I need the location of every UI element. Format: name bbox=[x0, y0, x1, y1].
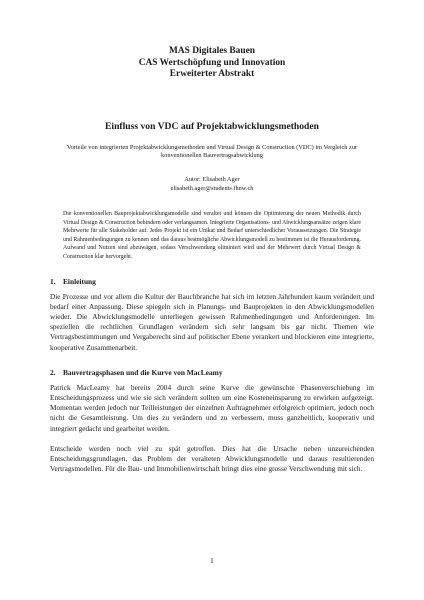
section-title: Einleitung bbox=[63, 276, 96, 286]
page-number: 1 bbox=[210, 556, 214, 565]
section-title: Bauvertragsphasen und die Kurve von MacLeamy bbox=[63, 367, 223, 377]
paragraph: Patrick MacLeamy hat bereits 2004 durch seine Kurve die gewünschte Phasenverschiebung im Entscheidungsprozess und wie sie sich verändern sollten um eine Kosteneinsparung zu erwirken aufgezeigt. Momentan werden jedoch nur Teilleistungen der einzelnen Auftragnehmer erfolgreich optimiert, jedoch noch nicht die Gesamtleistung. Um dies zu verändern und zu verbessern, muss ganzheitlich, kooperativ und integriert gedacht und gearbeitet werden. bbox=[50, 382, 374, 433]
document-header bbox=[50, 46, 374, 81]
paragraph: Entscheide werden noch viel zu spät getroffen. Dies hat die Ursache neben unzureichenden Entscheidungsgrundlagen, das Problem der veralteten Abwicklungsmodelle und daraus resultierenden Vertragsmodellen. Für die Bau- und Immobilienwirtschaft bringt dies eine grosse Verschwendung mit sich. bbox=[50, 443, 374, 474]
paper-subtitle: Vorteile von integrierten Projektabwicklungsmethoden und Virtual Design & Construction (VDC) im Vergleich zur konventionellen Bauvertragsabwicklung bbox=[66, 143, 358, 159]
section-heading-einleitung bbox=[50, 277, 374, 286]
document-type: Erweiterter Abstrakt bbox=[169, 69, 255, 80]
program-title: MAS Digitales Bauen bbox=[169, 46, 255, 56]
section-number: 2. bbox=[50, 367, 56, 377]
author-email: elisabeth.ager@students.fhnw.ch bbox=[170, 184, 254, 192]
paper-title: Einfluss von VDC auf Projektabwicklungsmethoden bbox=[105, 120, 319, 132]
section-heading-bauvertragsphasen bbox=[50, 368, 374, 377]
author-name: Autor: Elisabeth Ager bbox=[184, 176, 240, 184]
section-number: 1. bbox=[50, 276, 56, 286]
abstract-text: Die konventionellen Bauprojektabwicklungsmodelle sind veraltet und können die Optimierung der neuen Methodik durch Virtual Design & Construction behindern oder verlangsamen. Integrierte Organisations- und Abwicklungsansätze zeigen klare Mehrwerte für alle Stakeholder auf. Jedes Projekt ist ein Unikat und Bedarf unterschiedlicher Voraussetzungen. Die Strategie und Rahmenbedingungen zu kennen und das daraus bestmögliche Abwicklungsmodell zu bestimmen ist die Herausforderung. Aufwand und Nutzen sind abzuwägen, sodass Verschwendung eliminiert wird und der Mehrwert durch Virtual Design & Construction klar hervorgeht. bbox=[63, 211, 361, 260]
author-block bbox=[50, 176, 374, 193]
course-title: CAS Wertschöpfung und Innovation bbox=[138, 57, 286, 68]
paragraph: Die Prozesse und vor allem die Kultur der Bauchbranche hat sich im letzten Jahrhundert kaum verändert und bedarf einer Anpassung. Diese spiegeln sich in Planungs- und Bauprojekten in den Abwicklungsmodellen wieder. Die Abwicklungsmodelle unterliegen gewissen Rahmenbedingungen und Anforderungen. Im speziellen die rechtlichen Grundlagen verändern sich sehr langsam bis gar nicht. Themen wie Vertragsbestimmungen und Vergaberecht sind auf politischer Ebene verankert und blockieren eine integrierte, kooperative Zusammenarbeit. bbox=[50, 291, 374, 352]
